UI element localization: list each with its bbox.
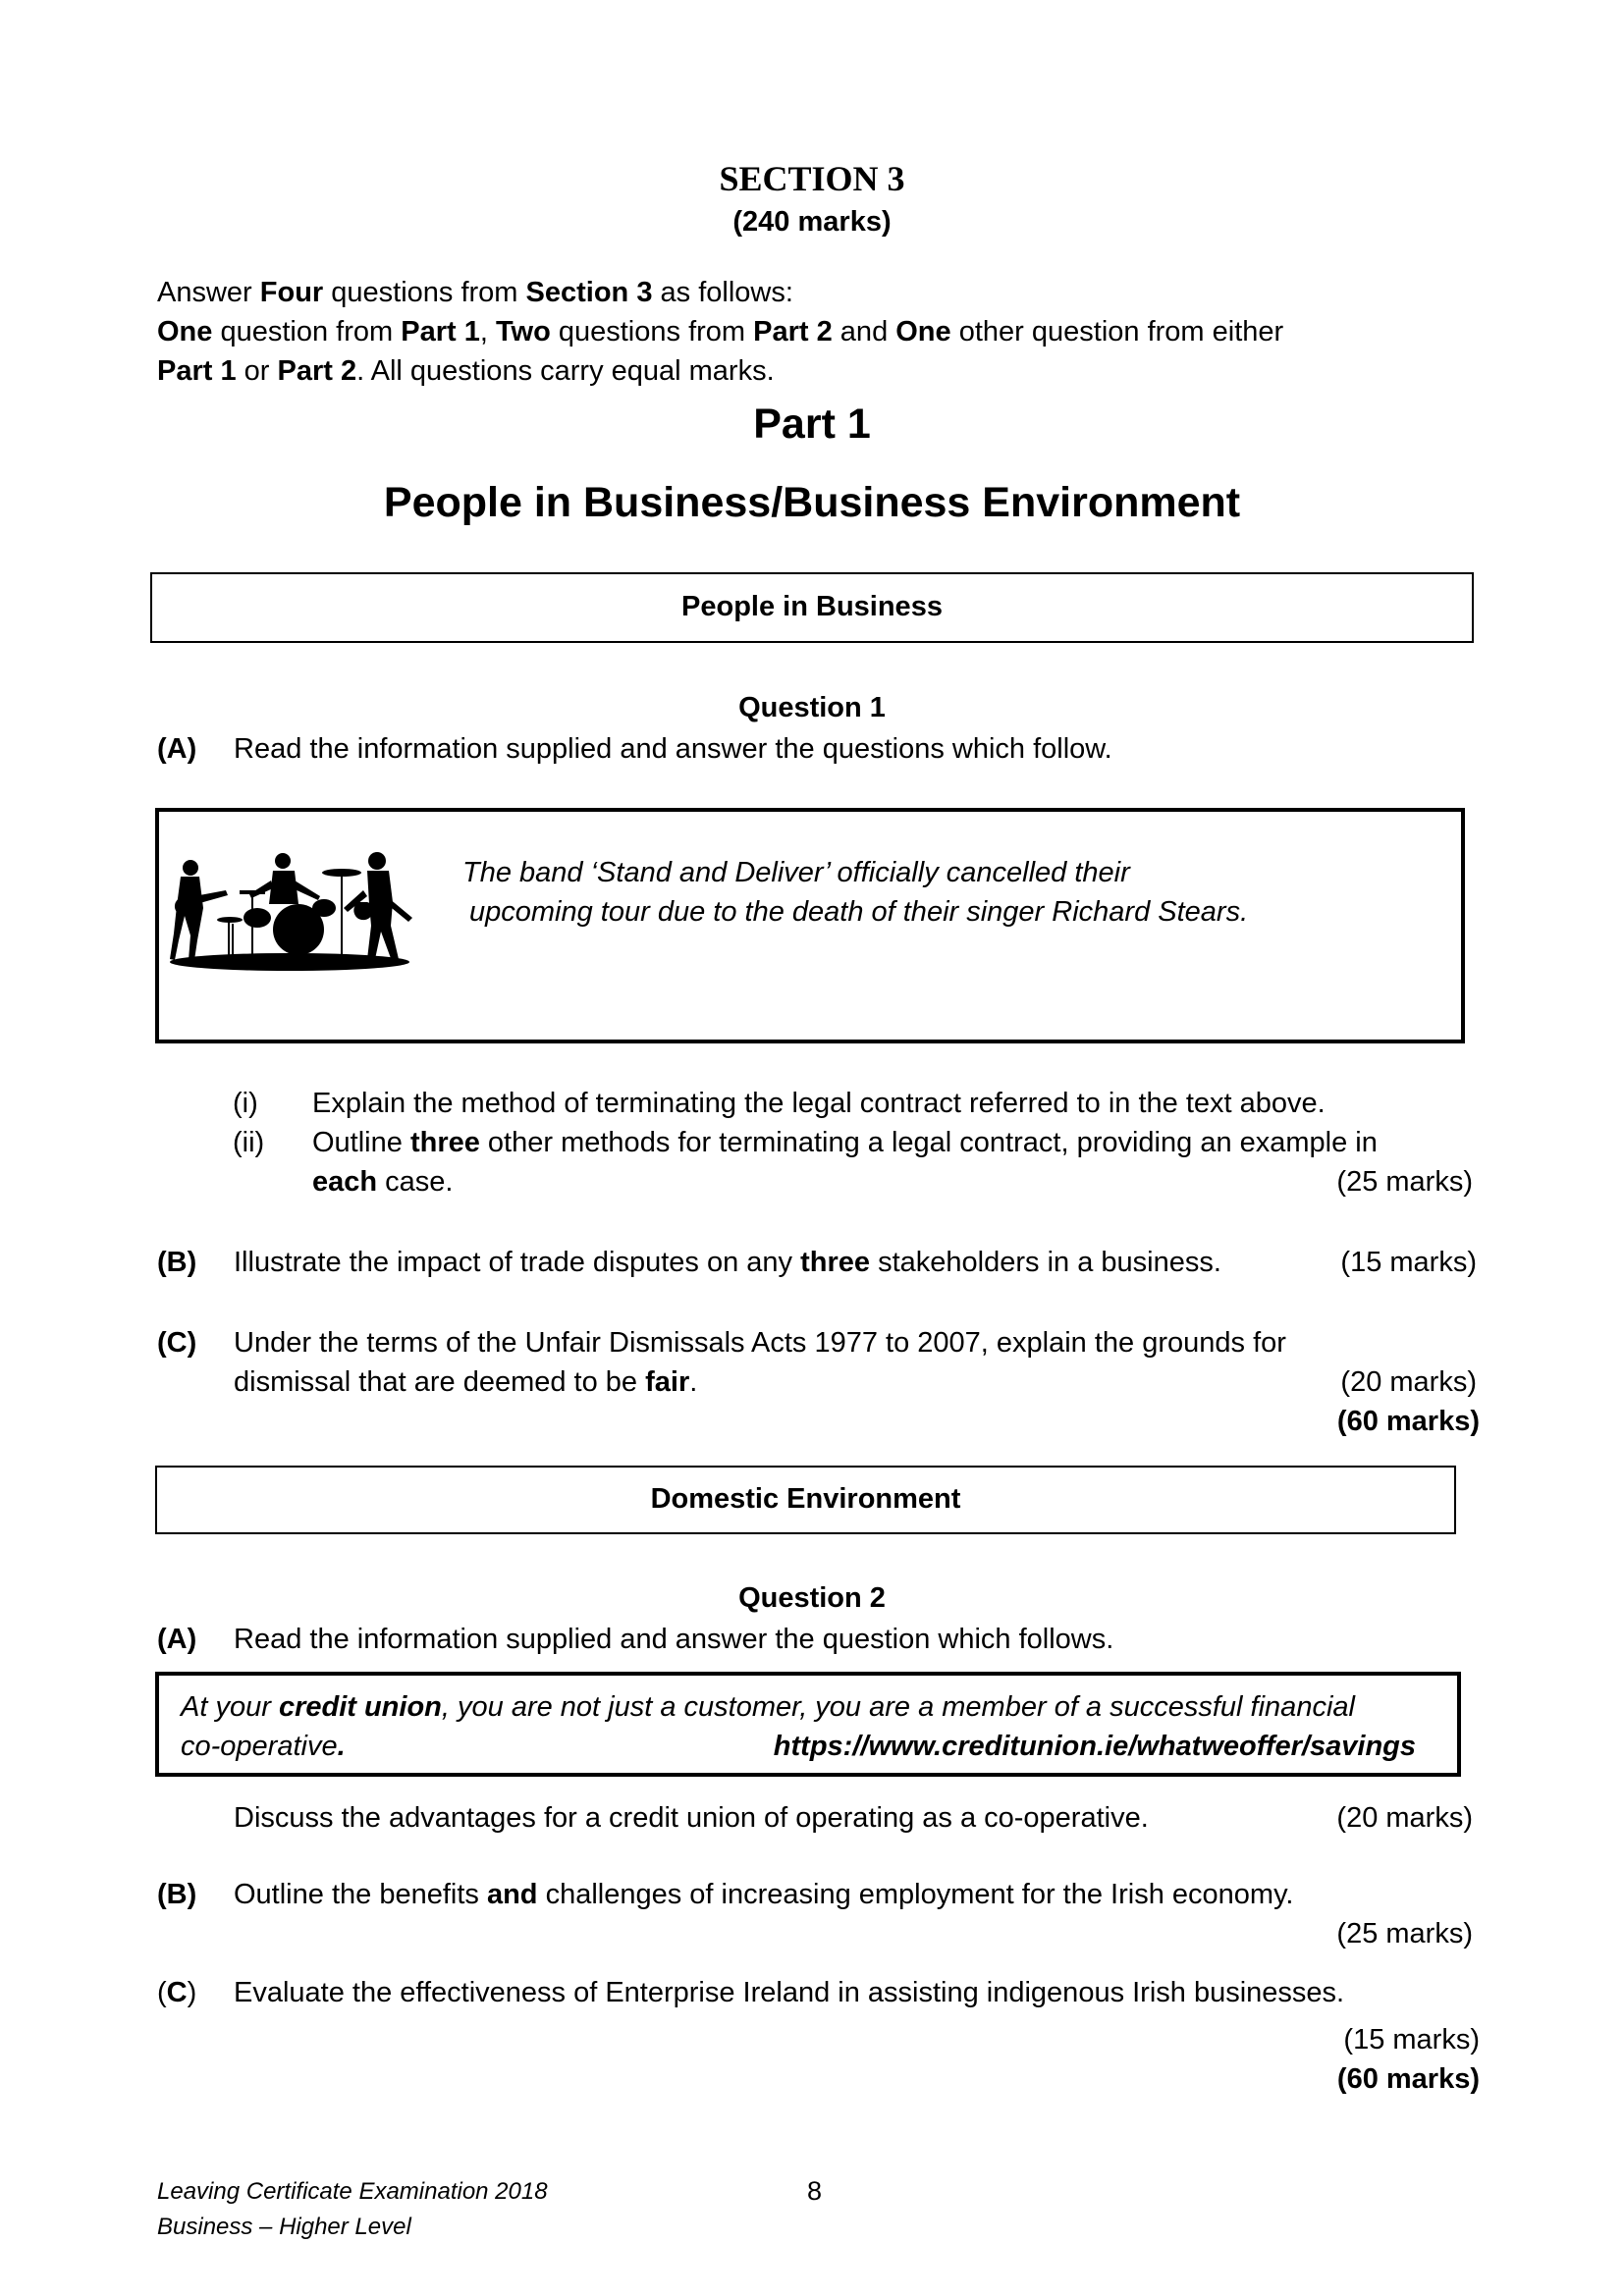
question-1-title: Question 1 <box>738 692 886 723</box>
text: each <box>312 1166 378 1198</box>
box-label: People in Business <box>681 591 943 622</box>
q2-a-label: (A) <box>157 1624 197 1655</box>
text: Two <box>495 316 551 347</box>
credit-union-quote-line-2 <box>181 1729 346 1764</box>
text: One <box>157 316 213 347</box>
part-subtitle: People in Business/Business Environment <box>383 479 1241 526</box>
text: ( <box>157 1977 167 2008</box>
text: credit union <box>278 1691 442 1723</box>
text: At your <box>181 1691 279 1723</box>
text: . All questions carry equal marks. <box>356 355 775 387</box>
q1-b-marks: (15 marks) <box>1340 1247 1477 1278</box>
footer-line-2: Business – Higher Level <box>157 2214 411 2240</box>
text: ) <box>187 1977 197 2008</box>
q2-c-marks: (15 marks) <box>1343 2024 1480 2056</box>
q1-ii-text-cont <box>312 1164 453 1200</box>
text: dismissal that are deemed to be <box>234 1366 646 1398</box>
q1-a-text: Read the information supplied and answer the questions which follow. <box>234 733 1112 765</box>
text: question from <box>212 316 402 347</box>
text: other methods for terminating a legal contract, providing an example in <box>479 1127 1378 1158</box>
q2-b-text <box>234 1877 1293 1912</box>
footer-line-1: Leaving Certificate Examination 2018 <box>157 2178 548 2205</box>
q1-ii-label: (ii) <box>233 1127 265 1158</box>
band-silhouette-icon <box>167 847 418 975</box>
text: Part 1 <box>401 316 480 347</box>
q1-a-marks: (25 marks) <box>1336 1166 1473 1198</box>
q1-i-label: (i) <box>233 1088 258 1119</box>
q1-c-label: (C) <box>157 1327 197 1359</box>
text: Part 1 <box>157 355 237 387</box>
text: , you are not just a customer, you are a member of a successful financial <box>441 1691 1355 1723</box>
q2-a-text: Read the information supplied and answer the question which follows. <box>234 1624 1114 1655</box>
text: and <box>832 316 896 347</box>
instructions-line-2 <box>157 314 1283 349</box>
text: as follows: <box>652 277 793 308</box>
text: questions from <box>550 316 754 347</box>
text: case. <box>377 1166 454 1198</box>
q1-c-text-2 <box>234 1364 697 1400</box>
question-2-title: Question 2 <box>738 1582 886 1614</box>
q2-b-label: (B) <box>157 1879 197 1910</box>
text: co-operative <box>181 1731 338 1762</box>
q2-a-question: Discuss the advantages for a credit union of operating as a co-operative. <box>234 1802 1149 1834</box>
q1-a-label: (A) <box>157 733 197 765</box>
text: , <box>479 316 496 347</box>
text: Answer <box>157 277 260 308</box>
box-label: Domestic Environment <box>650 1483 961 1515</box>
text: three <box>409 1127 480 1158</box>
q1-i-text: Explain the method of terminating the legal contract referred to in the text above. <box>312 1088 1326 1119</box>
text: . <box>337 1731 346 1762</box>
text: Four <box>259 277 324 308</box>
q2-c-label <box>157 1975 196 2010</box>
q1-b-text <box>234 1245 1221 1280</box>
section-title: SECTION 3 <box>719 159 905 198</box>
text: or <box>236 355 278 387</box>
text: Section 3 <box>525 277 653 308</box>
text: stakeholders in a business. <box>870 1247 1221 1278</box>
q2-a-marks: (20 marks) <box>1336 1802 1473 1834</box>
q1-b-label: (B) <box>157 1247 197 1278</box>
section-marks: (240 marks) <box>732 206 892 238</box>
credit-union-quote-line-1 <box>181 1689 1355 1725</box>
q1-ii-text <box>312 1125 1378 1160</box>
text: fair <box>645 1366 690 1398</box>
band-quote-line-1: The band ‘Stand and Deliver’ officially cancelled their <box>462 857 1130 888</box>
text: . <box>689 1366 698 1398</box>
q1-c-text-1: Under the terms of the Unfair Dismissals Acts 1977 to 2007, explain the grounds for <box>234 1327 1286 1359</box>
q1-c-marks: (20 marks) <box>1340 1366 1477 1398</box>
text: Part 2 <box>277 355 357 387</box>
band-info-box <box>155 808 1465 1043</box>
text: challenges of increasing employment for the Irish economy. <box>537 1879 1294 1910</box>
domestic-environment-box <box>155 1466 1456 1534</box>
text: Outline the benefits <box>234 1879 487 1910</box>
text: other question from either <box>950 316 1284 347</box>
page-number: 8 <box>807 2176 823 2206</box>
instructions-line-1 <box>157 275 793 310</box>
q2-total-marks: (60 marks) <box>1336 2063 1480 2095</box>
part-title: Part 1 <box>753 400 871 448</box>
text: Part 2 <box>753 316 833 347</box>
instructions-line-3 <box>157 353 775 389</box>
q2-c-text: Evaluate the effectiveness of Enterprise Ireland in assisting indigenous Irish businesses. <box>234 1977 1345 2008</box>
q2-b-marks: (25 marks) <box>1336 1918 1473 1949</box>
text: Outline <box>312 1127 410 1158</box>
text: questions from <box>323 277 526 308</box>
q1-total-marks: (60 marks) <box>1336 1406 1480 1437</box>
text: and <box>486 1879 538 1910</box>
people-in-business-box <box>150 572 1474 643</box>
text: Illustrate the impact of trade disputes on any <box>234 1247 801 1278</box>
text: One <box>895 316 951 347</box>
text: C <box>166 1977 188 2008</box>
text: three <box>800 1247 871 1278</box>
band-quote-line-2: upcoming tour due to the death of their singer Richard Stears. <box>469 896 1249 928</box>
credit-union-url: https://www.creditunion.ie/whatweoffer/savings <box>773 1731 1416 1762</box>
credit-union-box <box>155 1672 1461 1777</box>
